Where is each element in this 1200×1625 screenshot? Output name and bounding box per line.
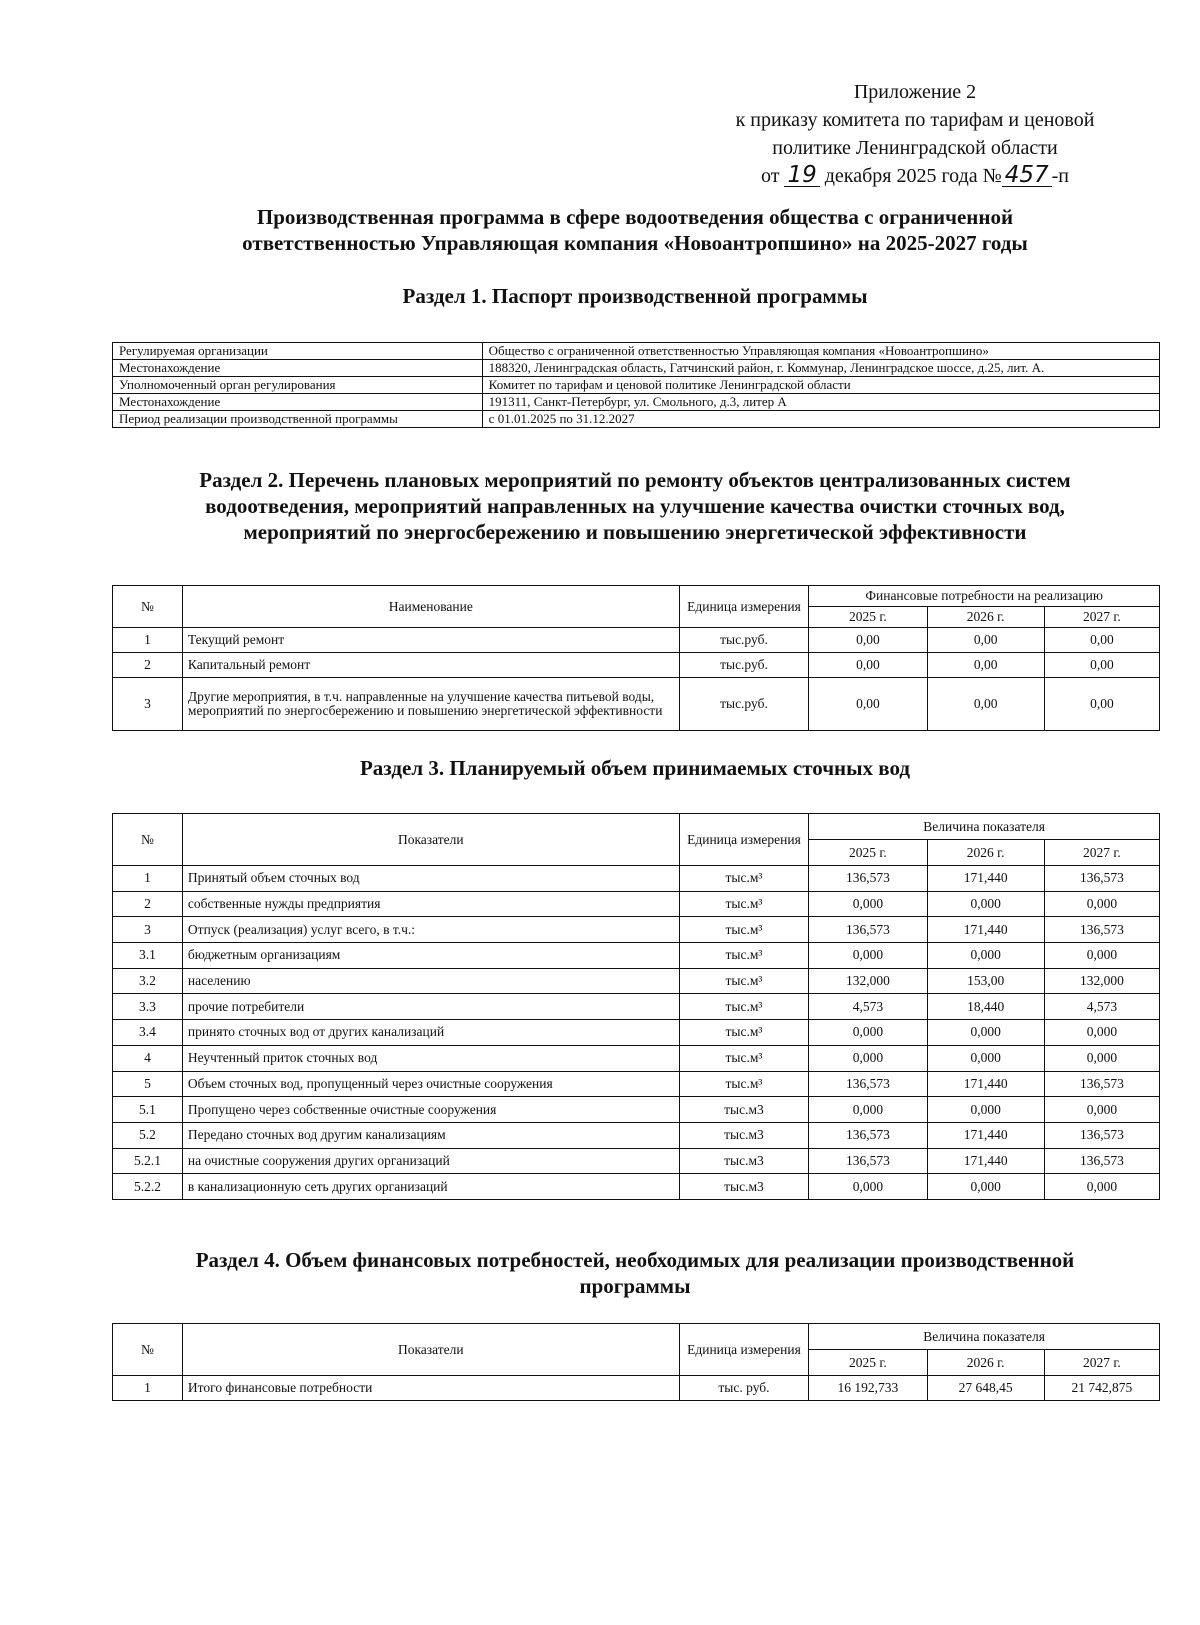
passport-label: Период реализации производственной программы [113,411,483,428]
header-num: № [113,814,183,866]
cell-2027: 0,000 [1044,1045,1159,1071]
table-row [113,1071,1160,1097]
cell-num: 2 [113,653,183,678]
cell-name: Объем сточных вод, пропущенный через очистные сооружения [182,1071,679,1097]
header-year-2027: 2027 г. [1044,840,1159,866]
table-row [113,653,1160,678]
cell-num: 3.3 [113,994,183,1020]
cell-num: 1 [113,628,183,653]
cell-2027: 0,00 [1044,628,1159,653]
cell-2025: 0,000 [809,943,927,969]
table-row [113,343,1160,360]
cell-2025: 16 192,733 [809,1376,927,1401]
cell-2027: 0,00 [1044,678,1159,731]
cell-unit: тыс.руб. [679,628,809,653]
table-row [113,1148,1160,1174]
cell-2027: 136,573 [1044,1071,1159,1097]
passport-table [112,342,1160,428]
cell-2025: 136,573 [809,917,927,943]
passport-label: Местонахождение [113,360,483,377]
cell-name: принято сточных вод от других канализаций [182,1020,679,1046]
cell-unit: тыс.м³ [679,1045,809,1071]
passport-value: 191311, Санкт-Петербург, ул. Смольного, д.3, литер А [482,394,1159,411]
table-row [113,1097,1160,1123]
cell-unit: тыс.м3 [679,1097,809,1123]
table-header-row [113,1324,1160,1350]
cell-unit: тыс.м3 [679,1174,809,1200]
cell-num: 3.2 [113,968,183,994]
table-row [113,1376,1160,1401]
cell-name: на очистные сооружения других организаций [182,1148,679,1174]
date-suffix: -п [1051,165,1070,187]
cell-2026: 171,440 [927,1122,1044,1148]
cell-2025: 0,00 [809,653,927,678]
wastewater-volume-table [112,813,1160,1200]
cell-num: 3 [113,678,183,731]
cell-name: бюджетным организациям [182,943,679,969]
cell-unit: тыс. руб. [679,1376,809,1401]
cell-name: в канализационную сеть других организаций [182,1174,679,1200]
cell-name: Другие мероприятия, в т.ч. направленные на улучшение качества питьевой воды, мероприятий по энергосбережению и повышению энергетической эффективности [182,678,679,731]
header-year-2025: 2025 г. [809,1350,927,1376]
table-row [113,1174,1160,1200]
header-year-2027: 2027 г. [1044,607,1159,628]
header-year-2026: 2026 г. [927,607,1044,628]
appendix-date-line [680,162,1150,190]
table-row [113,994,1160,1020]
cell-2025: 136,573 [809,1071,927,1097]
section2-title-line-3: мероприятий по энергосбережению и повышению энергетической эффективности [243,520,1027,544]
header-year-2025: 2025 г. [809,607,927,628]
table-row [113,1122,1160,1148]
table-row [113,891,1160,917]
cell-2027: 21 742,875 [1044,1376,1159,1401]
cell-2026: 0,000 [927,1045,1044,1071]
passport-label: Регулируемая организации [113,343,483,360]
cell-2026: 171,440 [927,1148,1044,1174]
table-row [113,866,1160,892]
table-row [113,360,1160,377]
cell-2025: 0,000 [809,1045,927,1071]
header-name: Показатели [182,1324,679,1376]
cell-2027: 136,573 [1044,917,1159,943]
cell-2027: 136,573 [1044,866,1159,892]
section4-title-line-2: программы [579,1274,691,1298]
cell-2025: 136,573 [809,1148,927,1174]
header-year-2027: 2027 г. [1044,1350,1159,1376]
cell-num: 5.1 [113,1097,183,1123]
cell-num: 5.2.1 [113,1148,183,1174]
date-middle: декабря 2025 года № [824,165,1002,187]
table-row [113,411,1160,428]
cell-unit: тыс.м³ [679,866,809,892]
cell-num: 1 [113,1376,183,1401]
cell-unit: тыс.руб. [679,678,809,731]
cell-unit: тыс.м³ [679,917,809,943]
cell-2026: 18,440 [927,994,1044,1020]
cell-2025: 0,00 [809,678,927,731]
cell-2026: 0,00 [927,653,1044,678]
cell-2026: 0,000 [927,943,1044,969]
cell-unit: тыс.м³ [679,994,809,1020]
cell-name: Пропущено через собственные очистные сооружения [182,1097,679,1123]
cell-2027: 0,000 [1044,891,1159,917]
table-row [113,917,1160,943]
appendix-header [680,78,1150,190]
cell-name: Капитальный ремонт [182,653,679,678]
cell-unit: тыс.м3 [679,1122,809,1148]
table-row [113,968,1160,994]
section2-title-line-1: Раздел 2. Перечень плановых мероприятий по ремонту объектов централизованных систем [199,468,1071,492]
passport-label: Местонахождение [113,394,483,411]
cell-2026: 0,000 [927,891,1044,917]
cell-2025: 0,000 [809,1174,927,1200]
table-row [113,377,1160,394]
cell-name: Текущий ремонт [182,628,679,653]
cell-2027: 136,573 [1044,1148,1159,1174]
cell-name: Неучтенный приток сточных вод [182,1045,679,1071]
cell-2026: 171,440 [927,917,1044,943]
table-row [113,628,1160,653]
table-row [113,394,1160,411]
section4-title [110,1247,1160,1299]
cell-2025: 0,000 [809,891,927,917]
cell-num: 3.1 [113,943,183,969]
header-name: Наименование [182,586,679,628]
cell-2026: 0,000 [927,1174,1044,1200]
cell-2025: 132,000 [809,968,927,994]
table-row [113,943,1160,969]
cell-2025: 4,573 [809,994,927,1020]
appendix-line-2: к приказу комитета по тарифам и ценовой [735,109,1095,131]
cell-name: прочие потребители [182,994,679,1020]
cell-2027: 0,000 [1044,943,1159,969]
header-year-2026: 2026 г. [927,840,1044,866]
cell-2025: 0,000 [809,1020,927,1046]
document-title-line-1: Производственная программа в сфере водоотведения общества с ограниченной [256,205,1014,229]
cell-2027: 132,000 [1044,968,1159,994]
handwritten-number: 457 [1002,164,1052,187]
cell-unit: тыс.м³ [679,1071,809,1097]
measures-table [112,585,1160,731]
header-group: Финансовые потребности на реализацию [809,586,1160,607]
financial-needs-table [112,1323,1160,1401]
cell-num: 3 [113,917,183,943]
cell-num: 2 [113,891,183,917]
appendix-line-1: Приложение 2 [853,81,977,103]
passport-value: Общество с ограниченной ответственностью Управляющая компания «Новоантропшино» [482,343,1159,360]
cell-name: Принятый объем сточных вод [182,866,679,892]
cell-unit: тыс.м3 [679,1148,809,1174]
passport-value: Комитет по тарифам и ценовой политике Ленинградской области [482,377,1159,394]
header-num: № [113,586,183,628]
cell-2026: 171,440 [927,866,1044,892]
cell-unit: тыс.м³ [679,968,809,994]
passport-value: с 01.01.2025 по 31.12.2027 [482,411,1159,428]
cell-2026: 153,00 [927,968,1044,994]
cell-2025: 0,000 [809,1097,927,1123]
header-group: Величина показателя [809,1324,1160,1350]
cell-2027: 0,00 [1044,653,1159,678]
cell-name: Передано сточных вод другим канализациям [182,1122,679,1148]
cell-num: 3.4 [113,1020,183,1046]
table-header-row [113,586,1160,607]
section2-title-line-2: водоотведения, мероприятий направленных на улучшение качества очистки сточных вод, [205,494,1065,518]
cell-2025: 0,00 [809,628,927,653]
cell-2026: 27 648,45 [927,1376,1044,1401]
section2-title [110,467,1160,545]
passport-label: Уполномоченный орган регулирования [113,377,483,394]
header-year-2026: 2026 г. [927,1350,1044,1376]
table-row [113,678,1160,731]
appendix-line-3: политике Ленинградской области [772,137,1058,159]
cell-name: Отпуск (реализация) услуг всего, в т.ч.: [182,917,679,943]
table-row [113,1020,1160,1046]
cell-2026: 0,000 [927,1020,1044,1046]
cell-num: 1 [113,866,183,892]
date-prefix: от [760,165,780,187]
cell-num: 5.2 [113,1122,183,1148]
header-unit: Единица измерения [679,586,809,628]
header-year-2025: 2025 г. [809,840,927,866]
cell-2027: 0,000 [1044,1097,1159,1123]
header-group: Величина показателя [809,814,1160,840]
cell-unit: тыс.м³ [679,891,809,917]
cell-2027: 0,000 [1044,1020,1159,1046]
header-num: № [113,1324,183,1376]
table-row [113,1045,1160,1071]
cell-unit: тыс.м³ [679,1020,809,1046]
passport-value: 188320, Ленинградская область, Гатчинский район, г. Коммунар, Ленинградское шоссе, д.25, лит. А. [482,360,1159,377]
cell-2027: 0,000 [1044,1174,1159,1200]
cell-2025: 136,573 [809,866,927,892]
cell-name: населению [182,968,679,994]
cell-num: 4 [113,1045,183,1071]
cell-2026: 0,00 [927,678,1044,731]
header-unit: Единица измерения [679,814,809,866]
cell-unit: тыс.м³ [679,943,809,969]
cell-name: собственные нужды предприятия [182,891,679,917]
table-header-row [113,814,1160,840]
cell-name: Итого финансовые потребности [182,1376,679,1401]
cell-unit: тыс.руб. [679,653,809,678]
cell-num: 5 [113,1071,183,1097]
handwritten-day: 19 [784,164,819,187]
cell-2027: 4,573 [1044,994,1159,1020]
cell-2026: 0,00 [927,628,1044,653]
header-name: Показатели [182,814,679,866]
wastewater-volume-body [113,866,1160,1200]
document-title [110,204,1160,256]
section4-title-line-1: Раздел 4. Объем финансовых потребностей, необходимых для реализации производственной [195,1248,1075,1272]
cell-2026: 0,000 [927,1097,1044,1123]
cell-2027: 136,573 [1044,1122,1159,1148]
header-unit: Единица измерения [679,1324,809,1376]
document-title-line-2: ответственностью Управляющая компания «Новоантропшино» на 2025-2027 годы [242,231,1028,255]
section3-title: Раздел 3. Планируемый объем принимаемых сточных вод [359,756,911,780]
cell-2026: 171,440 [927,1071,1044,1097]
section1-title: Раздел 1. Паспорт производственной программы [402,284,868,308]
cell-num: 5.2.2 [113,1174,183,1200]
cell-2025: 136,573 [809,1122,927,1148]
